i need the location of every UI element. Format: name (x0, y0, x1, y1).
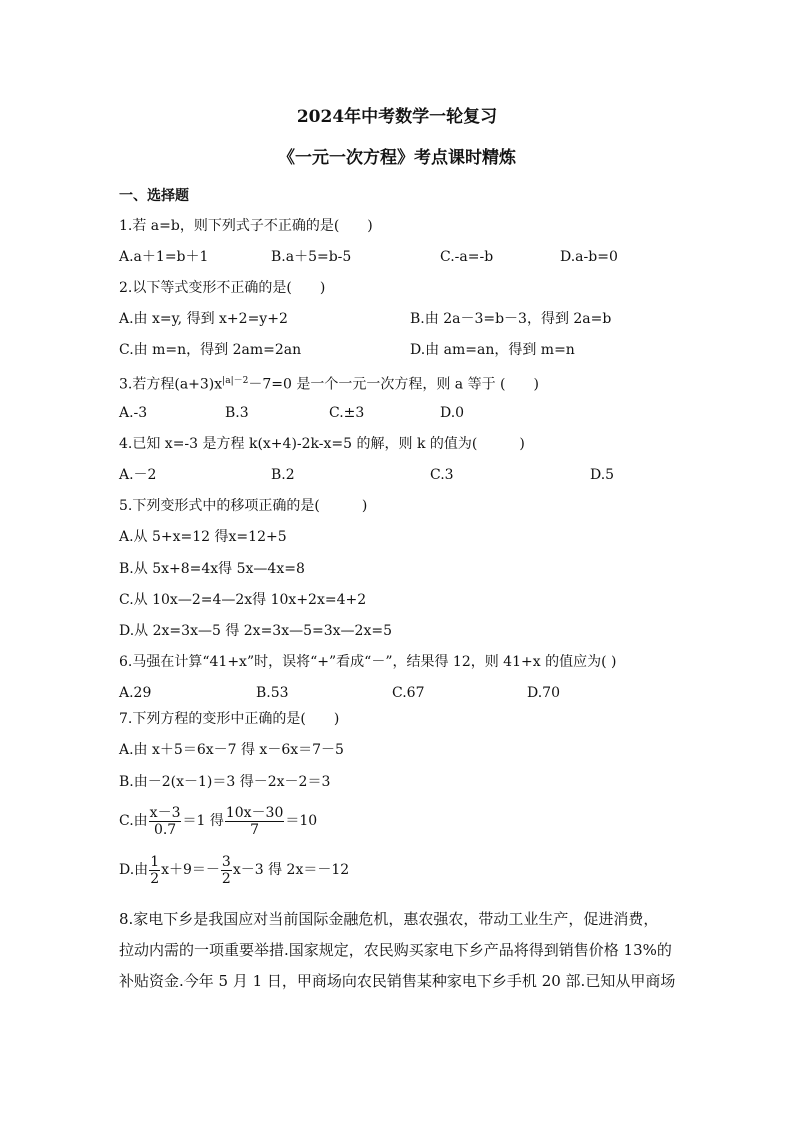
q7c-middle: ＝1 得 (182, 813, 224, 829)
q7c-prefix: C.由 (119, 813, 148, 829)
q7-option-b: B.由－2(x－1)＝3 得－2x－2＝3 (119, 774, 331, 790)
q2-option-a: A.由 x=y, 得到 x+2=y+2 (119, 311, 288, 327)
q3-option-b: B.3 (225, 405, 249, 421)
q7d-fraction-2 (221, 854, 232, 887)
q3-option-c: C.±3 (329, 405, 365, 421)
q5-option-a: A.从 5+x=12 得x=12+5 (119, 529, 287, 545)
q6-option-c: C.67 (392, 685, 425, 701)
q7d-fraction-1-denominator: 2 (150, 870, 160, 887)
q7c-fraction-2-numerator: 10x－30 (225, 804, 284, 821)
q7c-fraction-1 (149, 805, 182, 838)
q7d-prefix: D.由 (119, 862, 149, 878)
question-3-stem (119, 372, 539, 394)
q5-option-c: C.从 10x—2=4—2x得 10x+2x=4+2 (119, 592, 367, 608)
q7c-fraction-1-denominator: 0.7 (153, 821, 177, 838)
q7d-fraction-1 (149, 854, 160, 887)
q1-option-d: D.a-b=0 (560, 249, 618, 265)
q3-stem-pre: 3.若方程(a+3)x (119, 376, 223, 393)
q1-option-b: B.a＋5=b-5 (271, 249, 352, 265)
q7c-fraction-2 (225, 805, 285, 838)
section-heading: 一、选择题 (119, 188, 189, 204)
q1-option-c: C.-a=-b (440, 249, 494, 265)
question-8-line-2: 拉动内需的一项重要举措.国家规定，农民购买家电下乡产品将得到销售价格 13%的 (119, 941, 672, 959)
q4-option-d: D.5 (590, 467, 615, 483)
q4-option-a: A.－2 (119, 467, 157, 483)
q6-option-d: D.70 (527, 685, 560, 701)
q7d-fraction-2-denominator: 2 (221, 870, 231, 887)
q7d-suffix: x－3 得 2x＝－12 (232, 862, 350, 878)
q7d-fraction-1-numerator: 1 (150, 853, 160, 870)
q3-exponent: |a|－2 (222, 376, 249, 386)
q7-option-d (119, 852, 349, 888)
question-2-stem: 2.以下等式变形不正确的是( ) (119, 280, 326, 296)
question-7-stem: 7.下列方程的变形中正确的是( ) (119, 711, 340, 727)
question-1-stem: 1.若 a=b，则下列式子不正确的是( ) (119, 218, 373, 234)
question-6-stem: 6.马强在计算“41+x”时，误将“+”看成“－”，结果得 12，则 41+x 的值应为( ) (119, 654, 617, 670)
q1-option-a: A.a＋1=b＋1 (119, 249, 209, 265)
page-title: 2024年中考数学一轮复习 (296, 107, 498, 127)
question-4-stem: 4.已知 x=-3 是方程 k(x+4)-2k-x=5 的解，则 k 的值为( ) (119, 436, 525, 452)
q2-option-d: D.由 am=an，得到 m=n (410, 342, 575, 358)
q7d-middle: x＋9＝－ (161, 862, 220, 878)
page-subtitle: 《一元一次方程》考点课时精炼 (278, 148, 516, 168)
q3-option-a: A.-3 (119, 405, 148, 421)
q4-option-c: C.3 (430, 467, 454, 483)
q2-option-b: B.由 2a－3=b－3，得到 2a=b (410, 311, 612, 327)
q4-option-b: B.2 (271, 467, 295, 483)
q3-option-d: D.0 (440, 405, 465, 421)
q6-option-a: A.29 (119, 685, 152, 701)
question-8-line-3: 补贴资金.今年 5 月 1 日，甲商场向农民销售某种家电下乡手机 20 部.已知从甲商场 (119, 972, 676, 990)
q7c-fraction-1-numerator: x－3 (149, 804, 181, 821)
q3-stem-post: －7=0 是一个一元一次方程，则 a 等于 ( ) (248, 376, 539, 393)
question-8-line-1: 8.家电下乡是我国应对当前国际金融危机，惠农强农，带动工业生产，促进消费， (119, 910, 659, 928)
q2-option-c: C.由 m=n，得到 2am=2an (119, 342, 302, 358)
q7d-fraction-2-numerator: 3 (221, 853, 231, 870)
q5-option-b: B.从 5x+8=4x得 5x—4x=8 (119, 561, 305, 577)
q7-option-a: A.由 x＋5＝6x－7 得 x－6x＝7－5 (119, 742, 344, 758)
q7-option-c (119, 803, 317, 839)
q7c-suffix: ＝10 (285, 813, 318, 829)
q7c-fraction-2-denominator: 7 (250, 821, 260, 838)
q5-option-d: D.从 2x=3x—5 得 2x=3x—5=3x—2x=5 (119, 623, 392, 639)
question-5-stem: 5.下列变形式中的移项正确的是( ) (119, 498, 368, 514)
q6-option-b: B.53 (256, 685, 289, 701)
